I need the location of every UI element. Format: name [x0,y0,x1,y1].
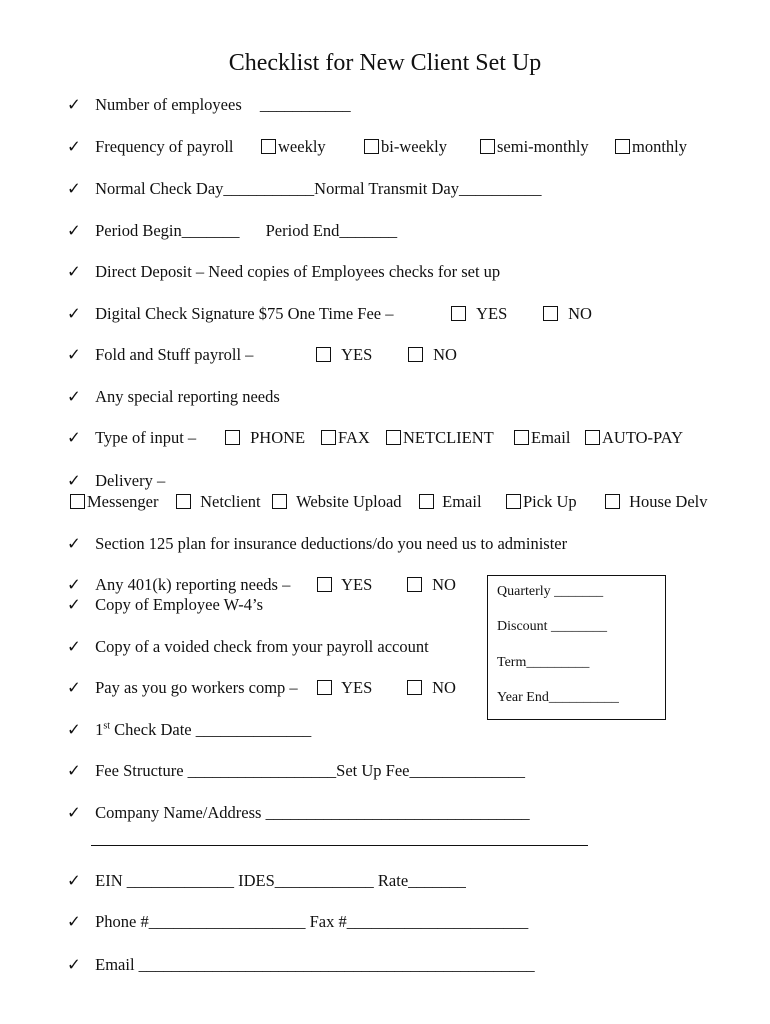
checkbox[interactable] [225,430,240,445]
fee-structure-row [67,761,525,781]
checkbox[interactable] [480,139,495,154]
option-semi-monthly[interactable] [480,137,589,157]
input-option-auto-pay[interactable] [585,428,683,448]
checkbox[interactable] [408,347,423,362]
discount-field[interactable]: Discount ________ [497,619,608,634]
delivery-option-email[interactable] [419,492,482,512]
check-mark-icon: ✓ [67,262,81,281]
option-label: AUTO-PAY [602,428,684,447]
option-label: PHONE [250,428,306,447]
delivery-option-messenger[interactable] [70,492,158,512]
email-row [67,955,535,975]
period-end-field[interactable]: Period End_______ [265,221,398,240]
delivery-option-house-delv[interactable] [605,492,707,512]
option-label: NETCLIENT [403,428,494,447]
digital-signature-yes[interactable] [451,304,507,324]
checkbox[interactable] [272,494,287,509]
payroll-frequency-row [67,137,234,157]
checkbox[interactable] [70,494,85,509]
checkbox[interactable] [176,494,191,509]
checkbox[interactable] [419,494,434,509]
input-option-fax[interactable] [321,428,370,448]
option-label: Email [442,492,482,511]
page-title: Checklist for New Client Set Up [228,50,542,76]
check-mark-icon: ✓ [67,803,81,822]
workers-comp-label: Pay as you go workers comp – [95,678,298,697]
checkbox[interactable] [514,430,529,445]
check-mark-icon: ✓ [67,179,81,198]
direct-deposit-row [67,262,500,282]
check-mark-icon: ✓ [67,678,81,697]
delivery-option-website-upload[interactable] [272,492,402,512]
phone-row [67,912,528,932]
option-label: YES [341,575,373,594]
voided-check-label: Copy of a voided check from your payroll account [95,637,429,656]
fold-stuff-no[interactable] [408,345,457,365]
check-mark-icon: ✓ [67,761,81,780]
input-option-phone[interactable] [225,428,305,448]
input-type-label: Type of input – [95,428,197,447]
checkbox[interactable] [317,680,332,695]
401k-no[interactable] [407,575,456,595]
checkbox[interactable] [386,430,401,445]
workers-comp-no[interactable] [407,678,456,698]
section-125-row [67,534,567,554]
option-label: NO [568,304,592,323]
option-label: YES [341,678,373,697]
option-label: weekly [278,137,326,156]
check-mark-icon: ✓ [67,871,81,890]
payroll-frequency-label: Frequency of payroll [95,137,234,156]
checkbox[interactable] [261,139,276,154]
delivery-label: Delivery – [95,471,166,490]
401k-row [67,575,290,595]
workers-comp-row [67,678,298,698]
delivery-option-netclient[interactable] [176,492,261,512]
option-label: NO [432,575,456,594]
first-check-number: 1 [95,720,104,739]
check-mark-icon: ✓ [67,428,81,447]
billing-info-box [487,575,666,720]
fee-structure-field[interactable]: Fee Structure __________________Set Up Fee______________ [95,761,526,780]
special-reporting-label: Any special reporting needs [95,387,280,406]
phone-fax-field[interactable]: Phone #___________________ Fax #______________________ [95,912,529,931]
401k-label: Any 401(k) reporting needs – [95,575,291,594]
option-label: Pick Up [523,492,577,511]
quarterly-field[interactable]: Quarterly _______ [497,584,604,599]
first-check-superscript: st [103,720,111,732]
option-label: YES [476,304,508,323]
option-label: Messenger [87,492,159,511]
section-125-label: Section 125 plan for insurance deductions/do you need us to administer [95,534,568,553]
option-label: YES [341,345,373,364]
checkbox[interactable] [543,306,558,321]
option-label: NO [432,678,456,697]
option-label: semi-monthly [497,137,589,156]
option-monthly[interactable] [615,137,687,157]
checkbox[interactable] [451,306,466,321]
digital-signature-row [67,304,393,324]
check-mark-icon: ✓ [67,471,81,490]
company-name-field[interactable]: Company Name/Address ________________________________ [95,803,530,822]
option-weekly[interactable] [261,137,326,157]
year-end-field[interactable]: Year End__________ [497,690,619,705]
delivery-row [67,471,165,491]
first-check-date-label[interactable] [95,720,311,739]
employees-row [67,95,351,115]
special-reporting-row [67,387,280,407]
period-row [67,221,397,241]
401k-yes[interactable] [317,575,372,595]
check-mark-icon: ✓ [67,637,81,656]
option-label: FAX [338,428,370,447]
check-mark-icon: ✓ [67,304,81,323]
checkbox[interactable] [317,577,332,592]
period-begin-field[interactable]: Period Begin_______ [95,221,240,240]
option-bi-weekly[interactable] [364,137,447,157]
check-mark-icon: ✓ [67,720,81,739]
input-option-email[interactable] [514,428,570,448]
checkbox[interactable] [364,139,379,154]
check-mark-icon: ✓ [67,221,81,240]
checkbox[interactable] [407,680,422,695]
employees-label: Number of employees [95,95,242,114]
check-mark-icon: ✓ [67,575,81,594]
w4-row [67,595,263,615]
company-row [67,803,530,823]
check-day-row [67,179,542,199]
ein-row [67,871,466,891]
digital-signature-no[interactable] [543,304,592,324]
option-label: NO [433,345,457,364]
first-check-date-row [67,720,311,740]
check-mark-icon: ✓ [67,534,81,553]
fold-stuff-label: Fold and Stuff payroll – [95,345,254,364]
check-mark-icon: ✓ [67,95,81,114]
voided-check-row [67,637,429,657]
checkbox[interactable] [585,430,600,445]
workers-comp-yes[interactable] [317,678,372,698]
checkbox[interactable] [407,577,422,592]
input-option-netclient[interactable] [386,428,494,448]
company-address-line[interactable] [91,845,588,846]
term-field[interactable]: Term_________ [497,655,590,670]
check-mark-icon: ✓ [67,387,81,406]
option-label: Website Upload [296,492,402,511]
fold-stuff-row [67,345,253,365]
fold-stuff-yes[interactable] [316,345,372,365]
delivery-option-pick-up[interactable] [506,492,577,512]
option-label: House Delv [629,492,708,511]
option-label: monthly [632,137,688,156]
check-mark-icon: ✓ [67,955,81,974]
check-mark-icon: ✓ [67,912,81,931]
check-day-label[interactable]: Normal Check Day___________Normal Transmit Day__________ [95,179,542,198]
checkbox[interactable] [506,494,521,509]
checkbox[interactable] [321,430,336,445]
employees-blank[interactable]: ___________ [259,95,351,114]
check-mark-icon: ✓ [67,595,81,614]
checkbox[interactable] [316,347,331,362]
input-type-row [67,428,196,448]
w4-label: Copy of Employee W-4’s [95,595,264,614]
check-mark-icon: ✓ [67,345,81,364]
first-check-text: Check Date ______________ [110,720,312,739]
checkbox[interactable] [605,494,620,509]
option-label: Email [531,428,571,447]
direct-deposit-label: Direct Deposit – Need copies of Employees checks for set up [95,262,501,281]
digital-signature-label: Digital Check Signature $75 One Time Fee – [95,304,394,323]
email-field[interactable]: Email ________________________________________________ [95,955,535,974]
option-label: bi-weekly [381,137,447,156]
ein-field[interactable]: EIN _____________ IDES____________ Rate_______ [95,871,466,890]
option-label: Netclient [200,492,261,511]
check-mark-icon: ✓ [67,137,81,156]
checkbox[interactable] [615,139,630,154]
